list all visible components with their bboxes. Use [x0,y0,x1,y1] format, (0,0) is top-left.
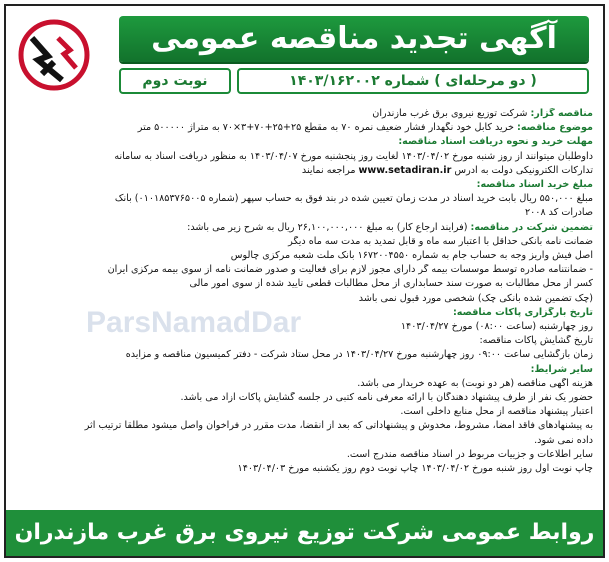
ad-frame [4,4,605,558]
ad-line [15,136,593,148]
section-label: مهلت خرید و نحوه دریافت اسناد مناقصه: [398,136,593,148]
ad-title: آگهی تجدید مناقصه عمومی [119,16,589,62]
ad-line [15,378,593,390]
ad-line [15,392,593,404]
line-text: به پیشنهادهای فاقد امضا، مشروط، مخدوش و پیشنهاداتی که بعد از انقضا، مدت مقرر در فراخوان واصل میشود مطلقا ترتیب اثر [84,420,593,432]
line-text: داده نمی شود. [534,434,593,446]
line-text: تاریخ گشایش پاکات مناقصه: [479,335,593,347]
ad-line [15,193,593,205]
round-badge: نوبت دوم [119,68,231,94]
line-text: (فرایند ارجاع کار) به مبلغ ۲۶,۱۰۰,۰۰۰,۰۰۰ ریال به شرح زیر می باشد: [187,221,471,233]
ad-line [15,108,593,120]
ad-line [15,151,593,163]
line-text: شرکت توزیع نیروی برق غرب مازندران [372,108,531,119]
watermark: ParsNamadDar [86,306,302,339]
ad-line [15,250,593,262]
section-label: مبلغ خرید اسناد مناقصه: [476,179,593,191]
ad-line [15,179,593,191]
company-logo-icon [18,16,90,94]
line-text: اعتبار پیشنهاد مناقصه از محل منابع داخلی است. [400,406,593,418]
line-text: حضور یک نفر از طرف پیشنهاد دهندگان با ارائه معرفی نامه کتبی در جلسه گشایش پاکات آزاد می باشد. [180,392,593,404]
subtitle-row [119,68,589,94]
ad-line [15,165,593,177]
section-label: مناقصه گزار: [530,108,593,119]
ad-line [15,364,593,376]
section-label: موضوع مناقصه: [517,122,593,134]
ad-body [15,108,593,503]
ad-line [15,335,593,347]
ad-line [15,349,593,361]
ad-line [15,236,593,248]
line-text: صادرات کد ۲۰۰۸ [525,207,593,219]
line-text: روز چهارشنبه (ساعت ۰۸:۰۰) مورخ ۱۴۰۳/۰۴/۲۷ [400,321,593,333]
ad-line [15,321,593,333]
ad-line [15,278,593,290]
header [6,6,603,102]
line-text: کسر از محل مطالبات به صورت سند حسابداری از محل مطالبات قطعی تایید شده از سوی امور مالی [189,278,593,290]
ad-line [15,307,593,319]
footer-publisher: روابط عمومی شرکت توزیع نیروی برق غرب مازندران [6,510,603,556]
ad-line [15,264,593,276]
line-text: هزینه آگهی مناقصه (هر دو نوبت) به عهده خریدار می باشد. [357,377,593,389]
ad-line [15,122,593,134]
ad-line [15,463,593,475]
ad-line [15,222,593,234]
ad-line [15,406,593,418]
ad-line [15,449,593,461]
line-text: مبلغ ۵۵۰,۰۰۰ ریال بابت خرید اسناد در مدت زمان تعیین شده در بند فوق به حساب سپهر (شماره ۰۱۰۱۸۵۳۷۶۵۰۰۵) بانک [114,193,593,205]
line-text: تدارکات الکترونیکی دولت به آدرس [451,164,593,176]
line-text-after: مراجعه نمایند [301,164,359,176]
ad-line [15,420,593,432]
ad-line [15,435,593,447]
ad-line [15,207,593,219]
line-text: سایر اطلاعات و جزییات مربوط در اسناد مناقصه مندرج است. [346,448,593,460]
section-label: تضمین شرکت در مناقصه: [470,221,593,233]
line-text: ضمانت نامه بانکی حداقل با اعتبار سه ماه و قابل تمدید به مدت سه ماه دیگر [288,235,593,247]
line-text: داوطلبان میتوانند از روز شنبه مورخ ۱۴۰۳/۰۴/۰۲ لغایت روز پنجشنبه مورخ ۱۴۰۳/۰۴/۰۷ به منظور دریافت اسناد به سامانه [114,150,593,162]
ad-line [15,293,593,305]
line-text: چاپ نوبت اول روز شنبه مورخ ۱۴۰۳/۰۴/۰۲ چاپ نوبت دوم روز یکشنبه مورخ ۱۴۰۳/۰۴/۰۳ [237,463,593,475]
section-label: تاریخ بارگزاری پاکات مناقصه: [452,306,593,318]
section-label: سایر شرایط: [530,363,593,375]
line-text: (چک تضمین شده بانکی چک) شخصی مورد قبول نمی باشد [358,292,593,304]
line-text: - ضمانتنامه صادره توسط موسسات بیمه گر دارای مجوز لازم برای فعالیت و صدور ضمانت نامه از سوی بیمه مرکزی ایران [107,264,593,276]
line-text: اصل فیش واریز وجه به حساب جام به شماره ۱۶۷۲۰۰۴۵۵۰ بانک ملت شعبه مرکزی چالوس [230,250,593,262]
tender-number: ( دو مرحله‌ای ) شماره ۱۴۰۳/۱۶۲۰۰۲ [237,68,589,94]
line-text: زمان بازگشایی ساعت ۰۹:۰۰ روز چهارشنبه مورخ ۱۴۰۳/۰۴/۲۷ در محل ستاد شرکت - دفتر کمیسیون مناقصه و مزایده [125,349,593,361]
line-text: خرید کابل خود نگهدار فشار ضعیف نمره ۷۰ به مقطع ۲۵+۲۵+۷۰+۳×۷۰ به متراژ ۵۰۰۰۰۰ متر [137,122,518,134]
website-link[interactable]: www.setadiran.ir [358,164,452,176]
